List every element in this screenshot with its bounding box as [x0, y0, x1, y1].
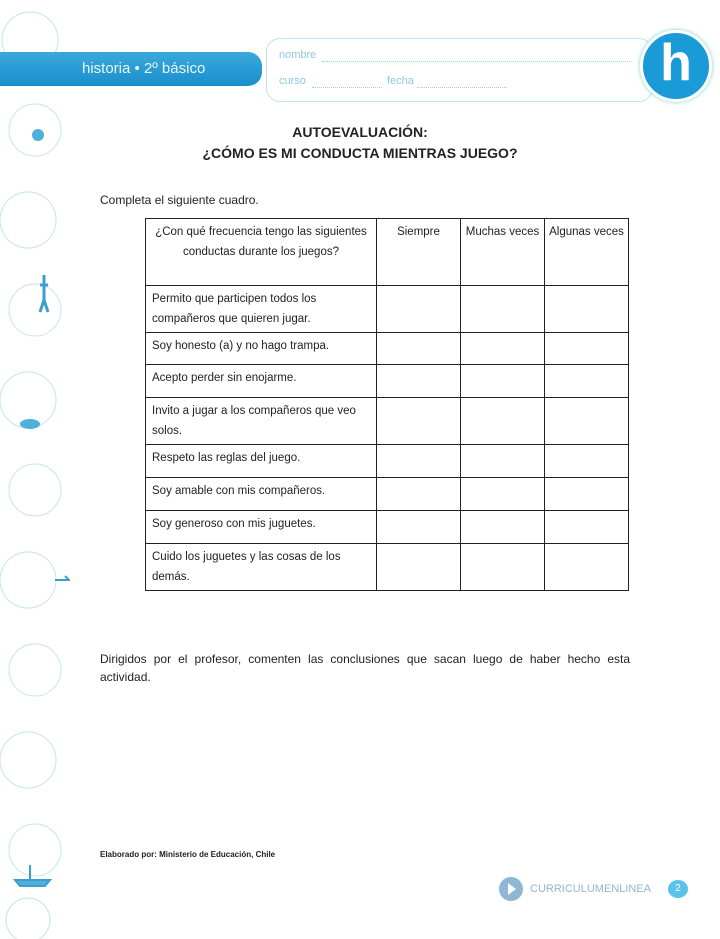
table-row [146, 365, 629, 398]
answer-cell[interactable] [377, 544, 461, 591]
table-row [146, 478, 629, 511]
header-muchas-veces: Muchas veces [461, 219, 545, 286]
closing-instruction: Dirigidos por el profesor, comenten las conclusiones que sacan luego de haber hecho esta actividad. [100, 652, 630, 684]
answer-cell[interactable] [377, 365, 461, 398]
brand-name: CURRICULUMENLINEA [530, 883, 652, 895]
table-row [146, 511, 629, 544]
answer-cell[interactable] [377, 445, 461, 478]
answer-cell[interactable] [545, 398, 629, 445]
header-siempre: Siempre [377, 219, 461, 286]
answer-cell[interactable] [377, 286, 461, 333]
table-row [146, 286, 629, 333]
nombre-field[interactable] [322, 61, 632, 62]
nombre-label: nombre [279, 49, 317, 61]
curriculum-logo [498, 876, 651, 902]
answer-cell[interactable] [461, 511, 545, 544]
answer-cell[interactable] [461, 365, 545, 398]
behavior-text: Permito que participen todos los compañeros que quieren jugar. [146, 286, 377, 333]
answer-cell[interactable] [377, 511, 461, 544]
curso-field[interactable] [312, 87, 382, 88]
curso-label: curso [279, 75, 306, 87]
behavior-text: Cuido los juguetes y las cosas de los demás. [146, 544, 377, 591]
answer-cell[interactable] [545, 445, 629, 478]
student-info-box [266, 38, 653, 102]
instruction-text: Completa el siguiente cuadro. [100, 193, 259, 207]
behavior-text: Soy amable con mis compañeros. [146, 478, 377, 511]
title-line-1: AUTOEVALUACIÓN: [292, 124, 428, 140]
table-row [146, 398, 629, 445]
fecha-label: fecha [387, 75, 414, 87]
answer-cell[interactable] [461, 286, 545, 333]
fecha-field[interactable] [417, 87, 507, 88]
answer-cell[interactable] [377, 333, 461, 365]
answer-cell[interactable] [545, 365, 629, 398]
answer-cell[interactable] [461, 445, 545, 478]
header-algunas-veces: Algunas veces [545, 219, 629, 286]
play-icon [498, 876, 524, 902]
answer-cell[interactable] [545, 333, 629, 365]
behavior-text: Soy generoso con mis juguetes. [146, 511, 377, 544]
page-number: 2 [668, 880, 688, 898]
title-line-2: ¿CÓMO ES MI CONDUCTA MIENTRAS JUEGO? [202, 145, 518, 161]
behavior-text: Acepto perder sin enojarme. [146, 365, 377, 398]
historia-logo: h [640, 30, 712, 102]
answer-cell[interactable] [545, 478, 629, 511]
answer-cell[interactable] [461, 478, 545, 511]
table-row [146, 544, 629, 591]
decorative-swirl-border [0, 0, 70, 939]
answer-cell[interactable] [377, 478, 461, 511]
header-question: ¿Con qué frecuencia tengo las siguientes conductas durante los juegos? [146, 219, 377, 286]
answer-cell[interactable] [461, 398, 545, 445]
answer-cell[interactable] [377, 398, 461, 445]
behavior-text: Invito a jugar a los compañeros que veo solos. [146, 398, 377, 445]
subject-banner: historia • 2º básico [0, 52, 262, 86]
credit-text: Elaborado por: Ministerio de Educación, Chile [100, 850, 276, 859]
table-row [146, 333, 629, 365]
answer-cell[interactable] [461, 544, 545, 591]
table-row [146, 445, 629, 478]
answer-cell[interactable] [461, 333, 545, 365]
behavior-text: Respeto las reglas del juego. [146, 445, 377, 478]
answer-cell[interactable] [545, 511, 629, 544]
self-assessment-table [145, 218, 629, 591]
answer-cell[interactable] [545, 286, 629, 333]
answer-cell[interactable] [545, 544, 629, 591]
table-header-row [146, 219, 629, 286]
behavior-text: Soy honesto (a) y no hago trampa. [146, 333, 377, 365]
